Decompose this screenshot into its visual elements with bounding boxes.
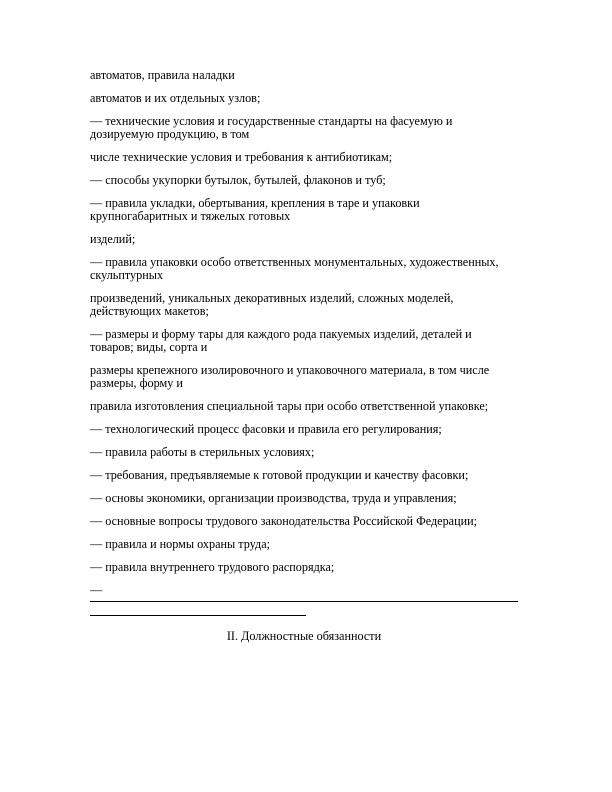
document-body — [90, 69, 518, 643]
paragraph: — размеры и форму тары для каждого рода пакуемых изделий, деталей и товаров; виды, сорта и — [90, 327, 472, 354]
paragraph: — правила внутреннего трудового распорядка; — [90, 560, 335, 574]
paragraph: — основы экономики, организации производства, труда и управления; — [90, 491, 457, 505]
paragraph: автоматов, правила наладки — [90, 68, 235, 82]
paragraph: — технические условия и государственные стандарты на фасуемую и дозируемую продукцию, в том — [90, 114, 453, 141]
paragraph: — способы укупорки бутылок, бутылей, флаконов и туб; — [90, 173, 386, 187]
paragraph: изделий; — [90, 232, 136, 246]
paragraph: — правила и нормы охраны труда; — [90, 537, 270, 551]
horizontal-rule — [90, 601, 518, 602]
paragraph: автоматов и их отдельных узлов; — [90, 91, 261, 105]
paragraph: — основные вопросы трудового законодательства Российской Федерации; — [90, 514, 478, 528]
paragraph: — — [90, 583, 103, 597]
paragraph: размеры крепежного изолировочного и упаковочного материала, в том числе размеры, форму и — [90, 363, 490, 390]
section-heading: II. Должностные обязанности — [226, 629, 382, 643]
paragraph: — правила работы в стерильных условиях; — [90, 445, 315, 459]
paragraph: — требования, предъявляемые к готовой продукции и качеству фасовки; — [90, 468, 469, 482]
paragraph: — правила упаковки особо ответственных монументальных, художественных, скульптурных — [90, 255, 499, 282]
paragraph: — правила укладки, обертывания, крепления в таре и упаковки крупногабаритных и тяжелых готовых — [90, 196, 420, 223]
paragraph: — технологический процесс фасовки и правила его регулирования; — [90, 422, 442, 436]
paragraph: правила изготовления специальной тары при особо ответственной упаковке; — [90, 399, 489, 413]
horizontal-rule-short — [90, 615, 306, 616]
paragraph: произведений, уникальных декоративных изделий, сложных моделей, действующих макетов; — [90, 291, 454, 318]
paragraph: числе технические условия и требования к антибиотикам; — [90, 150, 393, 164]
